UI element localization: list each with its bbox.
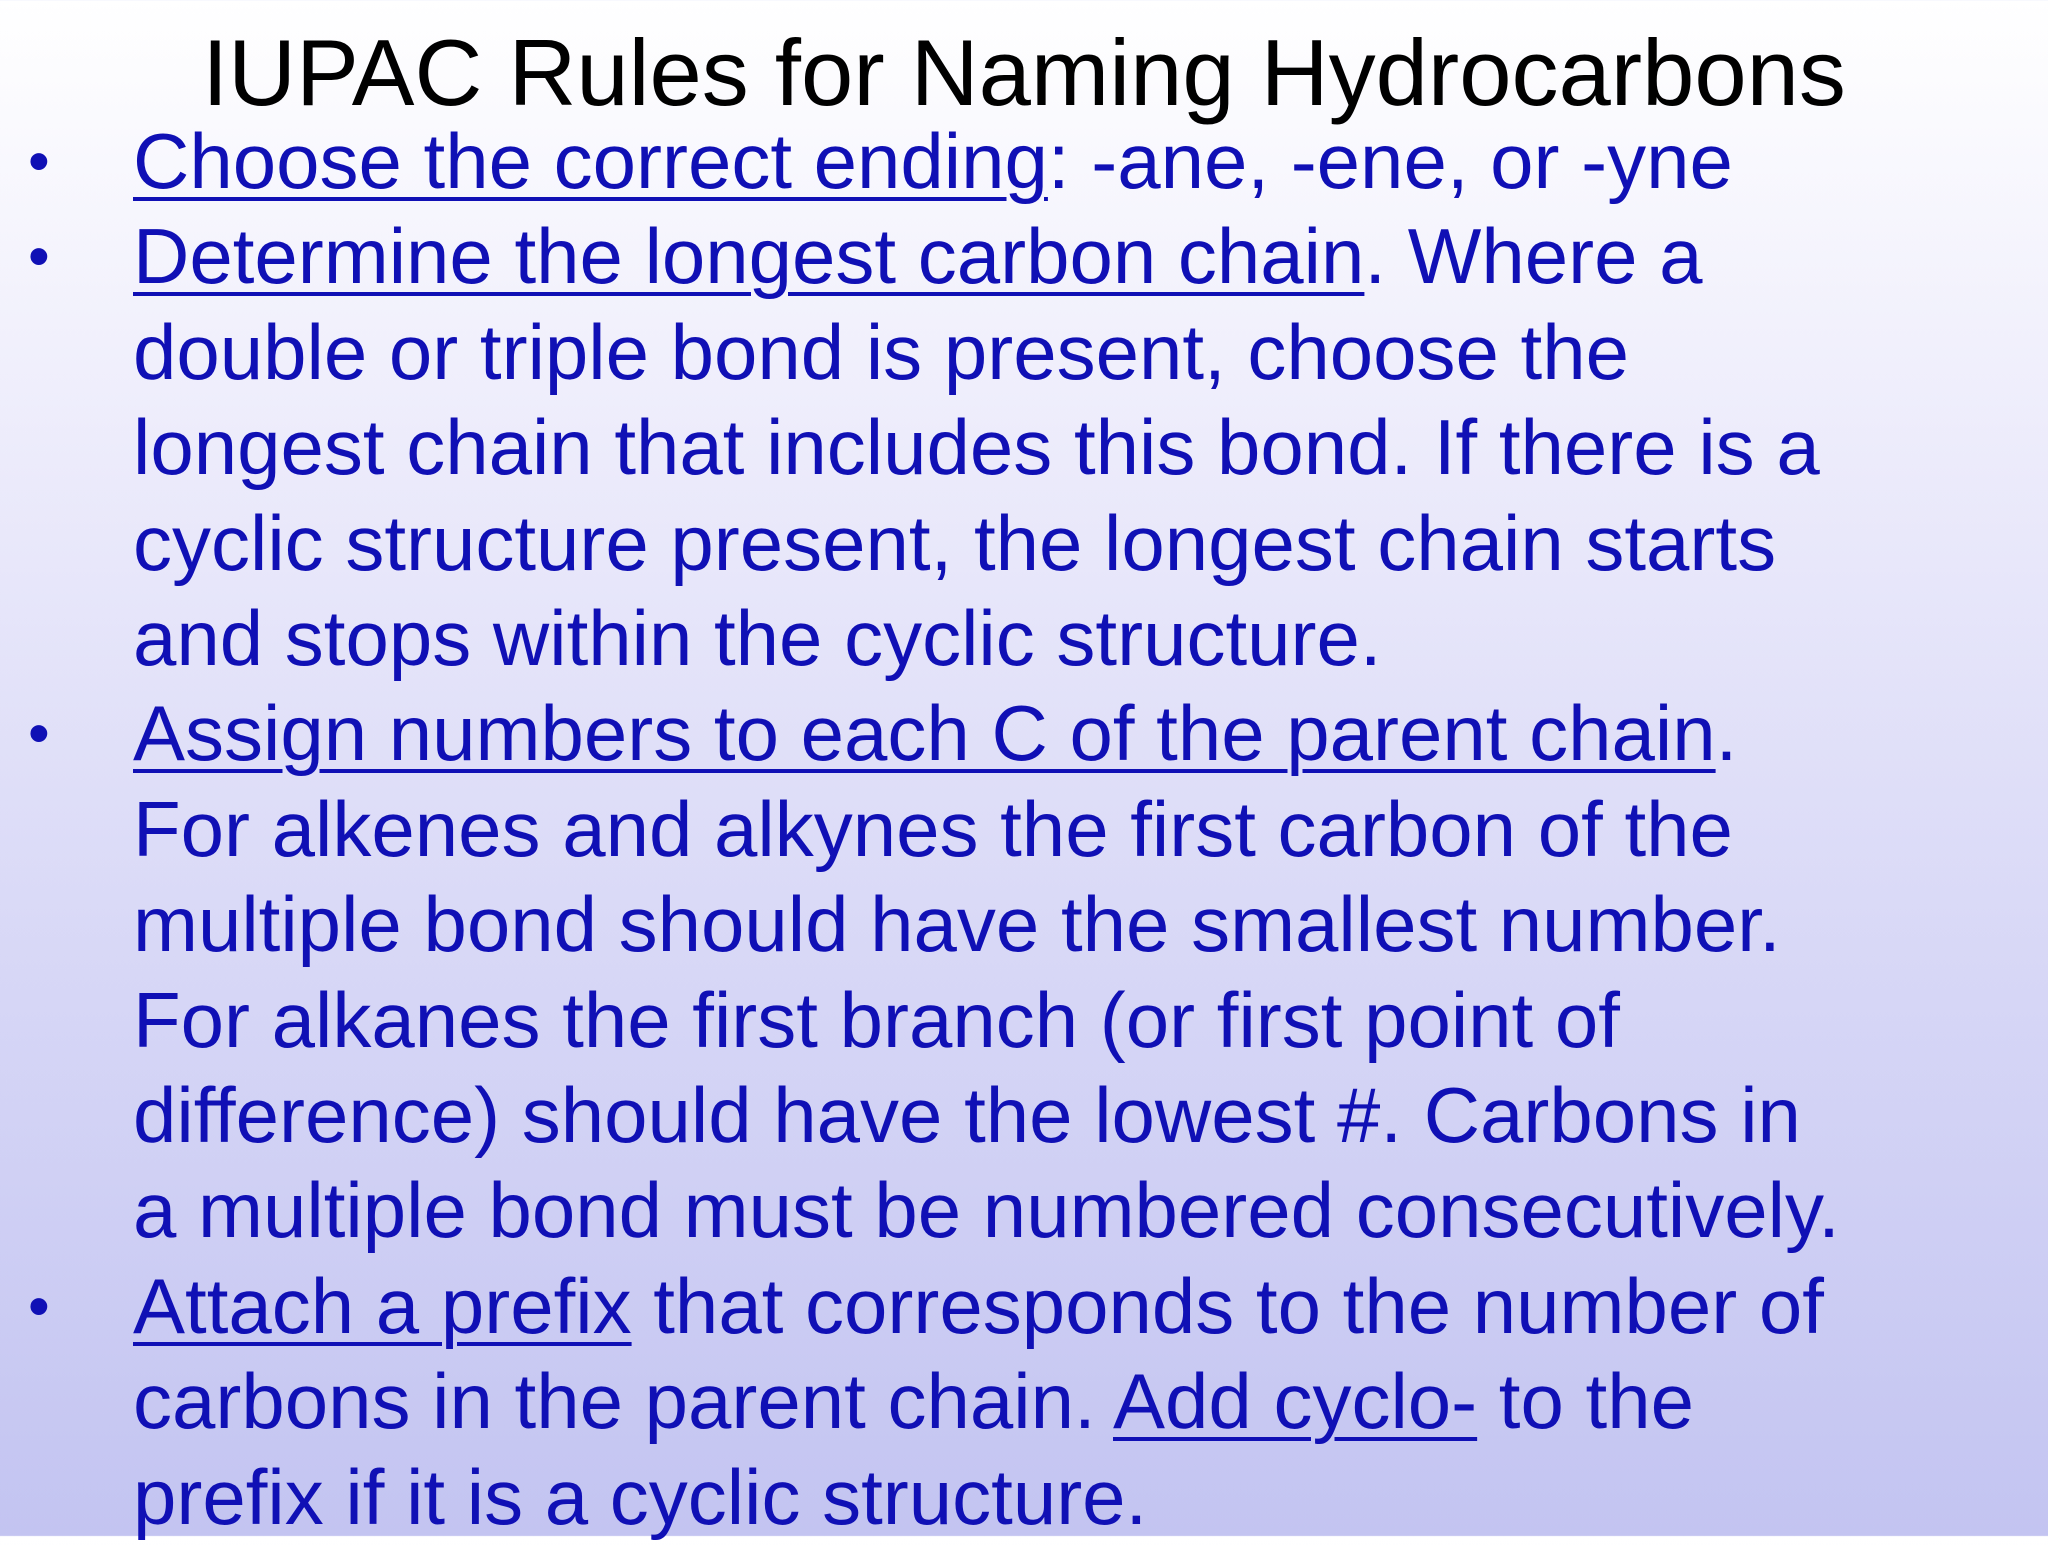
rule-text: that corresponds to the number of [631, 1261, 1824, 1350]
rule-text: prefix if it is a cyclic structure. [133, 1452, 1148, 1541]
bullet-icon: • [28, 1271, 50, 1341]
rule-text: carbons in the parent chain. [133, 1357, 1113, 1446]
bullet-line [133, 1354, 2013, 1449]
bullet-line [133, 1259, 2013, 1354]
rule-heading-prefix: Attach a prefix [133, 1261, 632, 1350]
rule-text: For alkenes and alkynes the first carbon of the [133, 784, 1733, 873]
bullet-item-longest-chain [0, 209, 2013, 686]
rule-text: difference) should have the lowest #. Carbons in [133, 1071, 1801, 1160]
rule-heading-longest-chain: Determine the longest carbon chain [133, 212, 1365, 301]
rule-heading-numbering: Assign numbers to each C of the parent chain [133, 689, 1716, 778]
bullet-item-numbering [0, 686, 2013, 1258]
rule-text: to the [1477, 1357, 1694, 1446]
bullet-line [133, 209, 2013, 304]
rule-text: . [1715, 689, 1738, 778]
bullet-line [133, 686, 2013, 781]
bullet-icon: • [28, 222, 50, 292]
rule-text: a multiple bond must be numbered consecutively. [133, 1166, 1840, 1255]
rule-text: longest chain that includes this bond. If there is a [133, 403, 1820, 492]
rule-text: For alkanes the first branch (or first point of [133, 975, 1620, 1064]
rule-heading-cyclo: Add cyclo- [1113, 1357, 1478, 1446]
bullet-item-ending [0, 114, 2013, 209]
rule-text: . Where a [1364, 212, 1703, 301]
bullet-list [0, 114, 2048, 1545]
slide-title: IUPAC Rules for Naming Hydrocarbons [202, 20, 1846, 125]
bullet-line [133, 114, 2013, 209]
bullet-icon: • [28, 127, 50, 196]
rule-text: and stops within the cyclic structure. [133, 594, 1382, 683]
bullet-icon: • [28, 699, 50, 769]
rule-text: cyclic structure present, the longest chain starts [133, 498, 1777, 587]
rule-text: double or triple bond is present, choose the [133, 307, 1629, 396]
rule-heading-ending: Choose the correct ending [133, 117, 1048, 205]
rule-text: multiple bond should have the smallest number. [133, 880, 1781, 969]
rule-text: : -ane, -ene, or -yne [1047, 117, 1733, 205]
bullet-item-prefix [0, 1259, 2013, 1545]
